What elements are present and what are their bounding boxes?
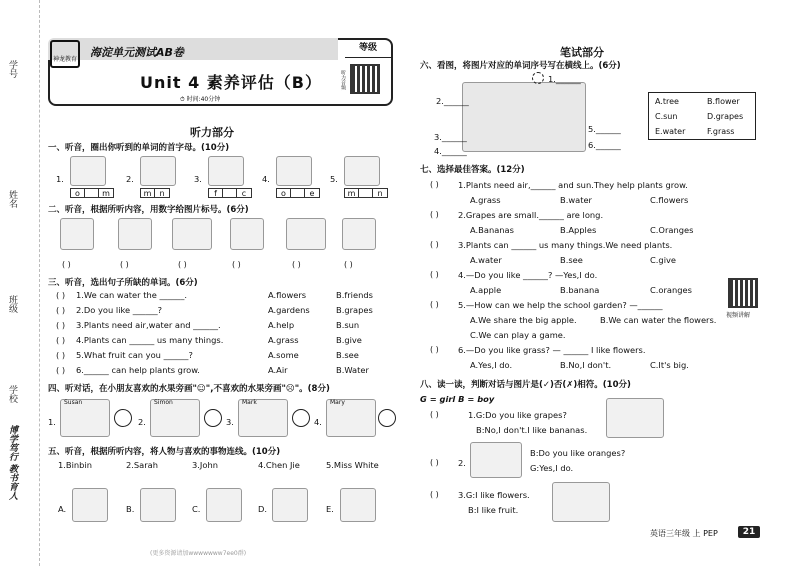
q2-blank[interactable]: ( ) — [292, 260, 301, 269]
q7-question: 6.—Do you like grass? — ______ I like flowers. — [458, 345, 646, 355]
watering-picture — [342, 218, 376, 250]
q1-num-3: 3. — [194, 174, 202, 184]
q7-option[interactable]: B.see — [560, 255, 583, 265]
q3-question: 4.Plants can ______ us many things. — [76, 335, 224, 345]
kid-name: Mary — [330, 399, 345, 406]
q6-option: A.tree — [655, 97, 679, 106]
q3-option-a[interactable]: A.some — [268, 350, 299, 360]
q3-question: 5.What fruit can you ______? — [76, 350, 193, 360]
q1-num-2: 2. — [126, 174, 134, 184]
q5-name[interactable]: 4.Chen Jie — [258, 460, 300, 470]
q6-label-6[interactable]: 6.______ — [588, 140, 621, 150]
q7-option[interactable]: A.Yes,I do. — [470, 360, 513, 370]
q8-answer[interactable]: ( ) — [430, 410, 439, 419]
q7-answer-blank[interactable]: ( ) — [430, 270, 439, 279]
q7-option[interactable]: A.Bananas — [470, 225, 514, 235]
q7-question: 5.—How can we help the school garden? —______ — [458, 300, 663, 310]
q3-option-a[interactable]: A.Air — [268, 365, 288, 375]
q1-num-5: 5. — [330, 174, 338, 184]
q7-option[interactable]: B.water — [560, 195, 592, 205]
q6-options-box — [648, 92, 756, 140]
kids-oranges-picture — [470, 442, 522, 478]
no-sign-picture — [140, 156, 176, 186]
q7-question: 2.Grapes are small.______ are long. — [458, 210, 604, 220]
q3-answer-blank[interactable]: ( ) — [56, 290, 66, 300]
q7-option[interactable]: C.Oranges — [650, 225, 694, 235]
q5-heading: 五、听音，根据所听内容，将人物与喜欢的事物连线。(10分) — [48, 447, 281, 457]
jar-picture — [344, 156, 380, 186]
q3-option-b[interactable]: B.give — [336, 335, 362, 345]
letter[interactable]: m — [102, 189, 110, 198]
q4-items — [48, 397, 393, 443]
q1-letters-4[interactable] — [276, 188, 320, 198]
q7-question: 4.—Do you like ______? —Yes,I do. — [458, 270, 598, 280]
flowers-picture[interactable] — [140, 488, 176, 522]
q3-option-b[interactable]: B.friends — [336, 290, 373, 300]
apple-picture[interactable] — [72, 488, 108, 522]
gutter-label-name: 姓名 — [7, 190, 17, 208]
q3-option-b[interactable]: B.grapes — [336, 305, 373, 315]
letter[interactable]: e — [309, 189, 315, 198]
q8-line: 3.G:I like flowers. — [458, 490, 530, 500]
gutter-label-class: 班级 — [7, 295, 17, 313]
q1-letters-5[interactable] — [344, 188, 388, 198]
binding-gutter — [0, 0, 40, 566]
q5-letter: B. — [126, 504, 135, 514]
answer-face-circle[interactable] — [114, 409, 132, 427]
page-title: Unit 4 素养评估（B） — [140, 73, 322, 92]
q7-option[interactable]: C.flowers — [650, 195, 689, 205]
q8-line: 2. — [458, 458, 466, 468]
q7-option[interactable]: C.oranges — [650, 285, 692, 295]
q5-letter: E. — [326, 504, 334, 514]
kids-garden-picture — [552, 482, 610, 522]
written-section-title: 笔试部分 — [560, 46, 604, 59]
q7-answer-blank[interactable]: ( ) — [430, 345, 439, 354]
bananas-picture — [60, 218, 94, 250]
q3-heading: 三、听音，选出句子所缺的单词。(6分) — [48, 278, 198, 288]
q3-answer-blank[interactable]: ( ) — [56, 350, 66, 360]
qr-label: 听力音频 — [340, 70, 346, 90]
q6-label-5[interactable]: 5.______ — [588, 124, 621, 134]
q2-blank[interactable]: ( ) — [344, 260, 353, 269]
q7-answer-blank[interactable]: ( ) — [430, 300, 439, 309]
q8-line: B:No,I don't.I like bananas. — [476, 425, 588, 435]
orange-picture — [276, 156, 312, 186]
q7-option[interactable]: A.grass — [470, 195, 501, 205]
q4-heading: 四、听对话，在小朋友喜欢的水果旁画"☺",不喜欢的水果旁画"☹"。(8分) — [48, 384, 330, 394]
boy-girl-picture — [606, 398, 664, 438]
q3-option-b[interactable]: B.Water — [336, 365, 369, 375]
q4-num-4: 4. — [314, 417, 322, 427]
q7-option[interactable]: B.banana — [560, 285, 600, 295]
sun-picture[interactable] — [272, 488, 308, 522]
garden-picture — [286, 218, 326, 250]
q3-answer-blank[interactable]: ( ) — [56, 305, 66, 315]
q1-letters-1[interactable] — [70, 188, 114, 198]
q2-blank[interactable]: ( ) — [178, 260, 187, 269]
letter[interactable]: m — [345, 189, 359, 197]
kid-name: Mark — [242, 399, 257, 406]
letter[interactable]: o — [71, 189, 85, 197]
q2-blank[interactable]: ( ) — [232, 260, 241, 269]
answer-face-circle[interactable] — [292, 409, 310, 427]
gutter-label-id: 学号 — [7, 60, 17, 78]
letter[interactable]: n — [159, 189, 165, 198]
q7-answer-blank[interactable]: ( ) — [430, 210, 439, 219]
q3-answer-blank[interactable]: ( ) — [56, 365, 66, 375]
q8-answer[interactable]: ( ) — [430, 490, 439, 499]
kid-name: Simon — [154, 399, 173, 406]
letter[interactable]: c — [241, 189, 247, 198]
letter[interactable]: n — [377, 189, 383, 198]
q6-option: C.sun — [655, 112, 678, 121]
q6-label-4[interactable]: 4.______ — [434, 146, 467, 156]
q8-answer[interactable]: ( ) — [430, 458, 439, 467]
letter[interactable]: m — [141, 189, 155, 197]
time-text: 时间:40分钟 — [186, 96, 221, 103]
bananas-picture[interactable] — [206, 488, 242, 522]
apples-picture — [172, 218, 212, 250]
q6-label-1[interactable]: 1.______ — [548, 74, 581, 84]
cup-picture — [208, 156, 244, 186]
q3-answer-blank[interactable]: ( ) — [56, 335, 66, 345]
q7-option[interactable]: C.give — [650, 255, 677, 265]
q5-name[interactable]: 1.Binbin — [58, 460, 93, 470]
q3-answer-blank[interactable]: ( ) — [56, 320, 66, 330]
garden-scene-picture — [462, 82, 586, 152]
video-qr-label: 视频讲解 — [726, 312, 751, 319]
q7-option[interactable]: A.apple — [470, 285, 502, 295]
listening-section-title: 听力部分 — [190, 126, 234, 139]
q2-heading: 二、听音，根据所听内容，用数字给图片标号。(6分) — [48, 205, 249, 215]
time-limit: ⏱ 时间:40分钟 — [180, 96, 221, 103]
page-number: 21 — [738, 526, 760, 538]
q7-option[interactable]: A.water — [470, 255, 502, 265]
gutter-slogan: 博学笃行 教书育人 — [7, 425, 17, 501]
q2-blank[interactable]: ( ) — [120, 260, 129, 269]
q4-num-3: 3. — [226, 417, 234, 427]
series-title: 海淀单元测试AB卷 — [90, 46, 184, 59]
q6-label-3[interactable]: 3.______ — [434, 132, 467, 142]
video-qr-code[interactable] — [728, 278, 758, 308]
q5-letter: A. — [58, 504, 67, 514]
letter[interactable]: f — [209, 189, 223, 197]
oranges-picture[interactable] — [340, 488, 376, 522]
q8-key: G = girl B = boy — [420, 394, 495, 404]
sun-icon — [532, 72, 544, 84]
q5-name[interactable]: 5.Miss White — [326, 460, 379, 470]
gutter-label-school: 学校 — [7, 385, 17, 403]
q3-option-b[interactable]: B.sun — [336, 320, 360, 330]
q7-answer-blank[interactable]: ( ) — [430, 240, 439, 249]
q1-letters-2[interactable] — [140, 188, 170, 198]
q6-heading: 六、看图，将图片对应的单词序号写在横线上。(6分) — [420, 61, 621, 71]
girl-picture — [70, 156, 106, 186]
q7-option[interactable]: B.Apples — [560, 225, 597, 235]
q8-heading: 八、读一读，判断对话与图片是(✓)否(✗)相符。(10分) — [420, 380, 631, 390]
brand-name: 神龙教育 — [52, 56, 77, 63]
q8-line: G:Yes,I do. — [530, 463, 574, 473]
q3-question: 6.______ can help plants grow. — [76, 365, 200, 375]
q3-question: 3.Plants need air,water and ______. — [76, 320, 221, 330]
q7-option[interactable]: C.It's big. — [650, 360, 689, 370]
answer-face-circle[interactable] — [378, 409, 396, 427]
q6-option: E.water — [655, 127, 686, 136]
q6-option: B.flower — [707, 97, 740, 106]
q7-question: 3.Plants can ______ us many things.We need plants. — [458, 240, 673, 250]
q3-option-a[interactable]: A.flowers — [268, 290, 307, 300]
audio-qr-code[interactable] — [350, 64, 380, 94]
q7-option[interactable]: A.We share the big apple. — [470, 315, 577, 325]
q5-name[interactable]: 2.Sarah — [126, 460, 159, 470]
letter[interactable]: o — [277, 189, 291, 197]
q6-option: F.grass — [707, 127, 735, 136]
q8-line: 1.G:Do you like grapes? — [468, 410, 567, 420]
q7-heading: 七、选择最佳答案。(12分) — [420, 165, 525, 175]
q4-num-1: 1. — [48, 417, 56, 427]
answer-face-circle[interactable] — [204, 409, 222, 427]
q2-blank[interactable]: ( ) — [62, 260, 71, 269]
brand-logo — [50, 40, 80, 68]
q7-answer-blank[interactable]: ( ) — [430, 180, 439, 189]
footer-note: (更多资源请加wwwwwww7ee0群) — [150, 550, 247, 557]
tree-picture — [118, 218, 152, 250]
q3-option-a[interactable]: A.gardens — [268, 305, 310, 315]
q5-letter: D. — [258, 504, 268, 514]
q1-heading: 一、听音，圈出你听到的单词的首字母。(10分) — [48, 143, 230, 153]
q7-question: 1.Plants need air,______ and sun.They help plants grow. — [458, 180, 688, 190]
q5-name[interactable]: 3.John — [192, 460, 218, 470]
grade-box: 等级 — [345, 40, 391, 58]
q7-option[interactable]: B.We can water the flowers. — [600, 315, 717, 325]
grapes-picture — [230, 218, 264, 250]
q6-option: D.grapes — [707, 112, 744, 121]
q5-letter: C. — [192, 504, 201, 514]
q3-option-a[interactable]: A.help — [268, 320, 295, 330]
q6-label-2[interactable]: 2.______ — [436, 96, 469, 106]
q1-letters-3[interactable] — [208, 188, 252, 198]
q7-option[interactable]: B.No,I don't. — [560, 360, 612, 370]
q8-line: B:I like fruit. — [468, 505, 519, 515]
q1-items — [48, 154, 393, 200]
q3-option-b[interactable]: B.see — [336, 350, 359, 360]
q3-question: 2.Do you like ______? — [76, 305, 163, 315]
q3-option-a[interactable]: A.grass — [268, 335, 299, 345]
kid-name: Susan — [64, 399, 83, 406]
q4-num-2: 2. — [138, 417, 146, 427]
q8-line: B:Do you like oranges? — [530, 448, 626, 458]
q1-num-1: 1. — [56, 174, 64, 184]
q1-num-4: 4. — [262, 174, 270, 184]
q3-question: 1.We can water the ______. — [76, 290, 187, 300]
q7-option[interactable]: C.We can play a game. — [470, 330, 566, 340]
footer-subject: 英语三年级 上 PEP — [650, 529, 718, 538]
